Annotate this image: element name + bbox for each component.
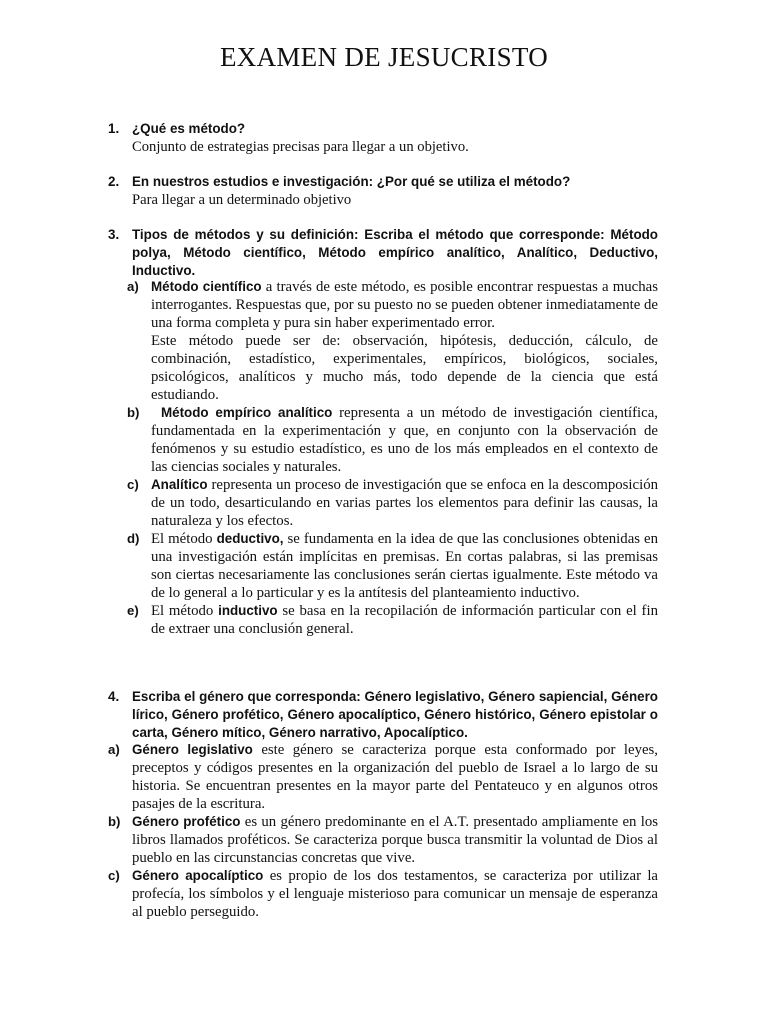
item-paragraph — [132, 867, 658, 921]
item-label: c) — [127, 477, 139, 492]
question-number: 4. — [108, 689, 120, 704]
item-label: a) — [108, 742, 120, 757]
question-4 — [108, 688, 658, 742]
list-item — [108, 813, 658, 867]
question-number: 2. — [108, 174, 120, 189]
question-2 — [108, 173, 658, 209]
item-paragraph — [151, 530, 658, 602]
question-1 — [108, 120, 658, 156]
list-item — [127, 530, 658, 602]
item-text: este género se caracteriza porque esta conformado por leyes, preceptos y códigos presentes en la organización del pueblo de Israel a lo largo de su historia. Se encuentran presentes en la mayor parte del Pentateuco y en algunos otros pasajes de la escritura. — [132, 742, 659, 812]
item-paragraph — [151, 476, 658, 530]
question-text: ¿Qué es método? — [132, 121, 246, 136]
item-label: b) — [127, 405, 140, 420]
question-text: Escriba el género que corresponda: Género legislativo, Género sapiencial, Género lírico, Género profético, Género apocalíptico, Género histórico, Género epistolar o carta, Género mítico, Género narrativo, Apocalíptico. — [132, 689, 658, 740]
list-item — [127, 278, 658, 404]
question-number: 1. — [108, 121, 120, 136]
question-text: En nuestros estudios e investigación: ¿Por qué se utiliza el método? — [132, 174, 571, 189]
item-term: Género apocalíptico — [132, 868, 264, 883]
item-text: representa a un método de investigación científica, fundamentada en la experimentación y que, en conjunto con la observación de fenómenos y su estudio estadístico, es uno de los más empleados en el contexto de las ciencias sociales y naturales. — [151, 405, 658, 475]
item-label: b) — [108, 814, 121, 829]
item-text: es un género predominante en el A.T. presentado ampliamente en los libros llamados proféticos. Se caracteriza porque busca transmitir la voluntad de Dios al pueblo en las circunstancias concretas que vive. — [132, 814, 658, 866]
item-term: Género profético — [132, 814, 241, 829]
item-term: Método científico — [151, 279, 262, 294]
item-label: e) — [127, 603, 139, 618]
list-item — [108, 867, 658, 921]
item-text: se fundamenta en la idea de que las conclusiones obtenidas en una investigación están implícitas en premisas. En cortas palabras, si las premisas son ciertas necesariamente las conclusiones serán ciertas igualmente. Este método va de lo general a lo particular y es la antítesis del planteamiento inductivo. — [151, 531, 658, 601]
item-term: Método empírico analítico — [161, 405, 333, 420]
list-item — [108, 741, 658, 813]
method-list — [127, 278, 658, 638]
item-extra-paragraph: Este método puede ser de: observación, hipótesis, deducción, cálculo, de combinación, estadístico, experimentales, empíricos, biológicos, sociales, psicológicos, analíticos y mucho más, todo depende de la ciencia que está estudiando. — [151, 333, 658, 403]
item-label: d) — [127, 531, 140, 546]
page-title: EXAMEN DE JESUCRISTO — [219, 42, 549, 72]
item-term: inductivo — [218, 603, 278, 618]
list-item — [127, 476, 658, 530]
item-label: a) — [127, 279, 139, 294]
question-3 — [108, 226, 658, 280]
answer-text: Conjunto de estrategias precisas para llegar a un objetivo. — [132, 139, 469, 155]
answer-text: Para llegar a un determinado objetivo — [132, 192, 352, 208]
item-prefix: El método — [151, 531, 217, 547]
item-text: es propio de los dos testamentos, se caracteriza por utilizar la profecía, los símbolos y el lenguaje misterioso para comunicar un mensaje de esperanza al pueblo perseguido. — [132, 868, 659, 920]
item-paragraph — [151, 278, 658, 332]
item-text: representa un proceso de investigación que se enfoca en la descomposición de un todo, desarticulando en varias partes los elementos para definir las causas, la naturaleza y los efectos. — [151, 477, 658, 529]
genre-list — [108, 741, 658, 921]
item-paragraph — [132, 741, 658, 813]
question-number: 3. — [108, 227, 120, 242]
item-term: Género legislativo — [132, 742, 253, 757]
item-paragraph — [151, 602, 658, 638]
list-item — [127, 602, 658, 638]
list-item — [127, 404, 658, 476]
item-text: a través de este método, es posible encontrar respuestas a muchas interrogantes. Respuestas que, por su puesto no se pueden obtener inmediatamente de una forma completa y pura sin haber experimentado error. — [151, 279, 658, 331]
item-term: deductivo, — [216, 531, 284, 546]
item-prefix: El método — [151, 603, 219, 619]
question-text: Tipos de métodos y su definición: Escriba el método que corresponde: Método polya, Método científico, Método empírico analítico, Analítico, Deductivo, Inductivo. — [132, 227, 658, 278]
item-paragraph — [132, 813, 658, 867]
item-text: se basa en la recopilación de información particular con el fin de extraer una conclusión general. — [151, 603, 658, 637]
item-paragraph — [151, 404, 658, 476]
item-label: c) — [108, 868, 120, 883]
item-term: Analítico — [151, 477, 208, 492]
